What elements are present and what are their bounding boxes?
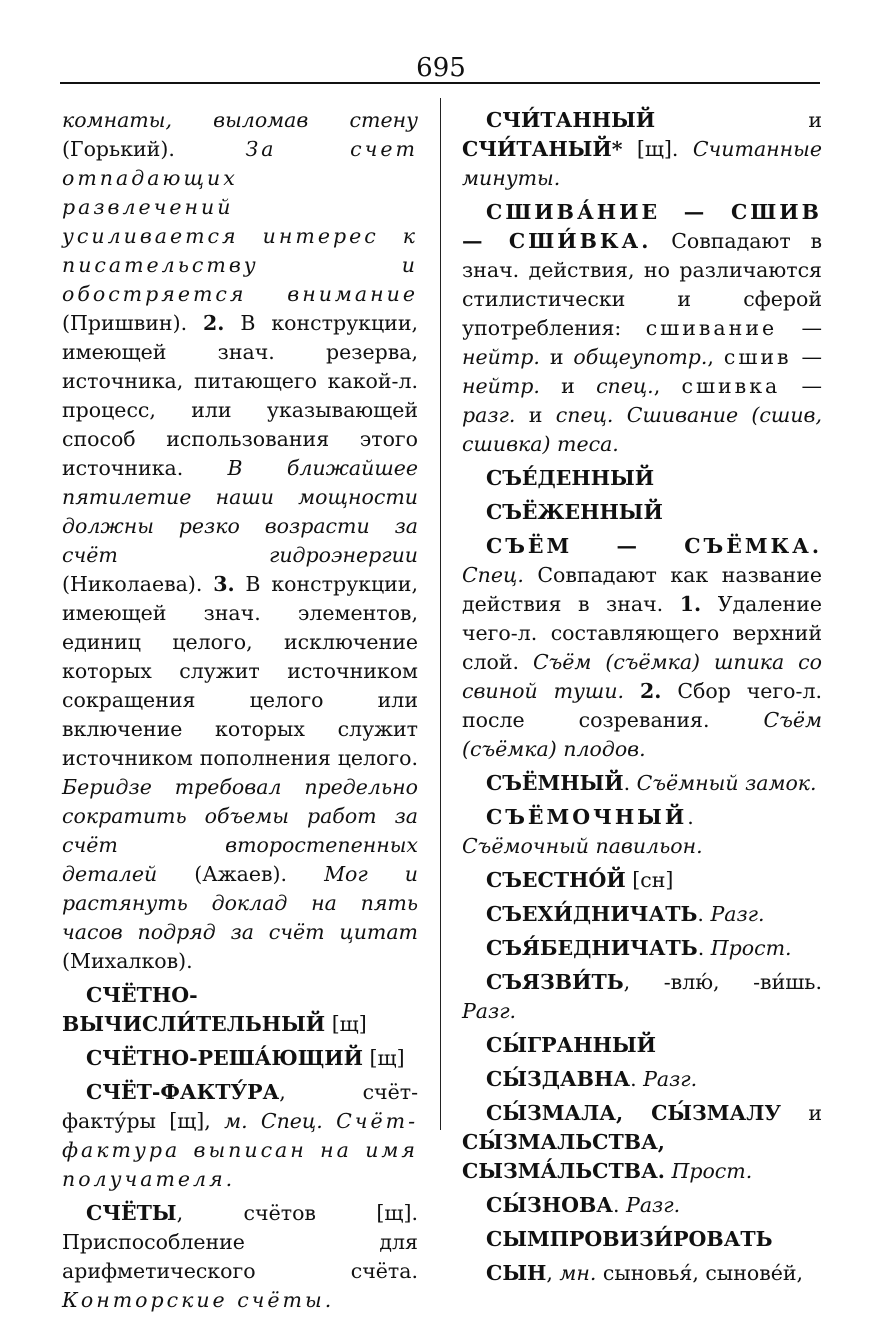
style-label: Разг. [643, 1067, 698, 1091]
dictionary-entry [462, 1225, 822, 1254]
spacer-text [624, 679, 640, 703]
punctuation: . [697, 902, 711, 926]
example-text: Сшивание (сшив, сшивка) теса. [462, 403, 822, 456]
dictionary-entry [462, 464, 822, 493]
spaced-word: сшивание [645, 316, 778, 340]
dictionary-entry [462, 198, 822, 459]
headword: СЪЕСТНО́Й [486, 868, 626, 892]
style-label: общеупотр. [573, 345, 708, 369]
headword: СЫ́ЗМАЛА, СЫ́ЗМАЛУ [486, 1101, 781, 1125]
example-text: Беридзе требовал предельно сократить объемы работ за счёт второстепенных деталей [62, 775, 418, 886]
headword: СЧЁТ-ФАКТУ́РА [86, 1080, 280, 1104]
definition-text: Удаление чего-л. составляющего верхний слой. [462, 592, 822, 674]
headword: СЪЁМОЧНЫЙ [486, 805, 688, 829]
definition-text: Совпадают в знач. действия, но различаются стилистически и сферой употребления: [462, 229, 822, 340]
dash-text: — [777, 316, 822, 340]
entry-note: [щ]. [622, 137, 693, 161]
connector-text: и [780, 1101, 822, 1125]
sense-number: 2. [203, 311, 225, 335]
dictionary-entry [462, 934, 822, 963]
example-text: За счет отпадающих развлечений усиливается интерес к писательству и обостряется внимание [62, 137, 418, 306]
style-label: Прост. [671, 1159, 753, 1183]
spacer-text [323, 1109, 336, 1133]
dictionary-entry [462, 498, 822, 527]
example-text: Съём (съёмка) шпика со свиной туши. [462, 650, 822, 703]
style-label: спец. [555, 403, 614, 427]
dictionary-entry [462, 968, 822, 1026]
dictionary-entry [462, 1065, 822, 1094]
entry-continuation [62, 106, 418, 976]
dictionary-entry [62, 1078, 418, 1194]
headword: СЫ́ЗМАЛЬСТВА, СЫЗМА́ЛЬСТВА. [462, 1130, 665, 1183]
example-text: Счёт-фактура выписан на имя получателя. [62, 1109, 418, 1191]
connector-text: и [655, 108, 822, 132]
dictionary-entry [462, 900, 822, 929]
headword: СЧЁТНО-ВЫЧИСЛИ́ТЕЛЬНЫЙ [62, 983, 326, 1036]
headword: СЧИ́ТАННЫЙ [486, 108, 656, 132]
headword: СЫН [486, 1261, 547, 1285]
dictionary-entry [462, 532, 822, 764]
headword: СЫ́ЗНОВА [486, 1193, 613, 1217]
dictionary-entry [62, 981, 418, 1039]
style-label: Разг. [626, 1193, 681, 1217]
headword: СШИВА́НИЕ — СШИВ — СШИ́ВКА. [462, 200, 822, 253]
source-text: (Пришвин). [62, 311, 204, 335]
source-text: (Ажаев). [157, 862, 325, 886]
dictionary-entry [462, 769, 822, 798]
dash-text: — [791, 345, 822, 369]
example-text: Конторские счёты. [62, 1288, 335, 1312]
style-label: Разг. [462, 999, 517, 1023]
dictionary-entry [462, 1259, 822, 1288]
style-label: разг. [462, 403, 516, 427]
connector-text: и [539, 345, 574, 369]
punctuation: . [687, 805, 694, 829]
spaced-word: сшив [723, 345, 792, 369]
definition-text: Совпадают как название действия в знач. [462, 563, 822, 616]
punctuation: . [697, 936, 711, 960]
example-text: Съём (съёмка) плодов. [462, 708, 822, 761]
entry-note: , счёт-факту́ры [щ], [62, 1080, 418, 1133]
spacer-text [613, 403, 626, 427]
headword: СЧЁТЫ [86, 1201, 177, 1225]
headword: СЫ́ЗДАВНА [486, 1067, 631, 1091]
source-text: (Николаева). [62, 572, 214, 596]
punctuation: , [546, 1261, 560, 1285]
headword: СЪЯЗВИ́ТЬ [486, 970, 624, 994]
dictionary-entry [462, 803, 822, 861]
headword: СЫ́ГРАННЫЙ [486, 1033, 656, 1057]
headword: СЫМПРОВИЗИ́РОВАТЬ [486, 1227, 773, 1251]
style-label: Спец. [462, 563, 524, 587]
sense-number: 1. [679, 592, 702, 616]
header-rule [60, 82, 820, 84]
headword: СЪЕ́ДЕННЫЙ [486, 466, 655, 490]
punctuation: . [623, 771, 637, 795]
grammar-label: м. Спец. [224, 1109, 323, 1133]
example-text: В ближайшее пятилетие наши мощности должны резко возрасти за счёт гидроэнергии [62, 456, 419, 567]
entry-note: [щ] [325, 1012, 367, 1036]
style-label: спец. [596, 374, 654, 398]
sense-number: 2. [640, 679, 662, 703]
page-number: 695 [416, 53, 466, 83]
headword: СЪЁМНЫЙ [486, 771, 624, 795]
headword: СЪЁМ — СЪЁМКА. [486, 534, 822, 558]
style-label: нейтр. [462, 345, 540, 369]
sense-number: 3. [213, 572, 235, 596]
dash-text: — [780, 374, 822, 398]
style-label: Разг. [710, 902, 765, 926]
entry-note: [щ] [363, 1046, 405, 1070]
dictionary-entry [462, 1191, 822, 1220]
definition-text: , счётов [щ]. Приспособление для арифметического счёта. [62, 1201, 418, 1283]
dictionary-entry [462, 1031, 822, 1060]
connector-text: , [653, 374, 682, 398]
headword: СЧЁТНО-РЕША́ЮЩИЙ [86, 1046, 364, 1070]
definition-text: Сбор чего-л. после созревания. [462, 679, 822, 732]
grammar-label: мн. [559, 1261, 597, 1285]
left-column [62, 106, 418, 1320]
dictionary-entry [62, 1044, 418, 1073]
punctuation: . [630, 1067, 644, 1091]
headword: СЧИ́ТАНЫЙ* [462, 137, 623, 161]
dictionary-entry [462, 866, 822, 895]
dictionary-entry [462, 1099, 822, 1186]
source-text: (Михалков). [62, 949, 193, 973]
example-text: Съёмочный павильон. [462, 834, 703, 858]
dictionary-entry [462, 106, 822, 193]
dictionary-entry [62, 1199, 418, 1315]
definition-text: В конструкции, имеющей знач. резерва, источника, питающего какой-л. процесс, или указывающей способ использования этого источника. [62, 311, 419, 480]
column-divider [440, 98, 441, 1130]
definition-text: В конструкции, имеющей знач. элементов, единиц целого, исключение которых служит источником сокращения целого или включение которых служит источником пополнения целого. [62, 572, 418, 770]
example-text: Считанные минуты. [462, 137, 822, 190]
style-label: Прост. [710, 936, 792, 960]
headword: СЪЯ́БЕДНИЧАТЬ [486, 936, 698, 960]
punctuation: . [612, 1193, 627, 1217]
entry-note: , -влю́, -ви́шь. [623, 970, 822, 994]
entry-note: [сн] [625, 868, 674, 892]
connector-text: и [539, 374, 597, 398]
style-label: нейтр. [462, 374, 540, 398]
spaced-word: сшивка [681, 374, 781, 398]
headword: СЪЕХИ́ДНИЧАТЬ [486, 902, 698, 926]
example-text: Мог и растянуть доклад на пять часов подряд за счёт цитат [62, 862, 418, 944]
headword: СЪЁЖЕННЫЙ [486, 500, 663, 524]
connector-text: и [515, 403, 556, 427]
example-text: Съёмный замок. [636, 771, 817, 795]
source-text: (Горький). [62, 137, 246, 161]
right-column [462, 106, 822, 1293]
example-text: комнаты, выломав стену [62, 108, 418, 132]
entry-note: сыновья́, сынове́й, [596, 1261, 804, 1285]
connector-text: , [707, 345, 724, 369]
